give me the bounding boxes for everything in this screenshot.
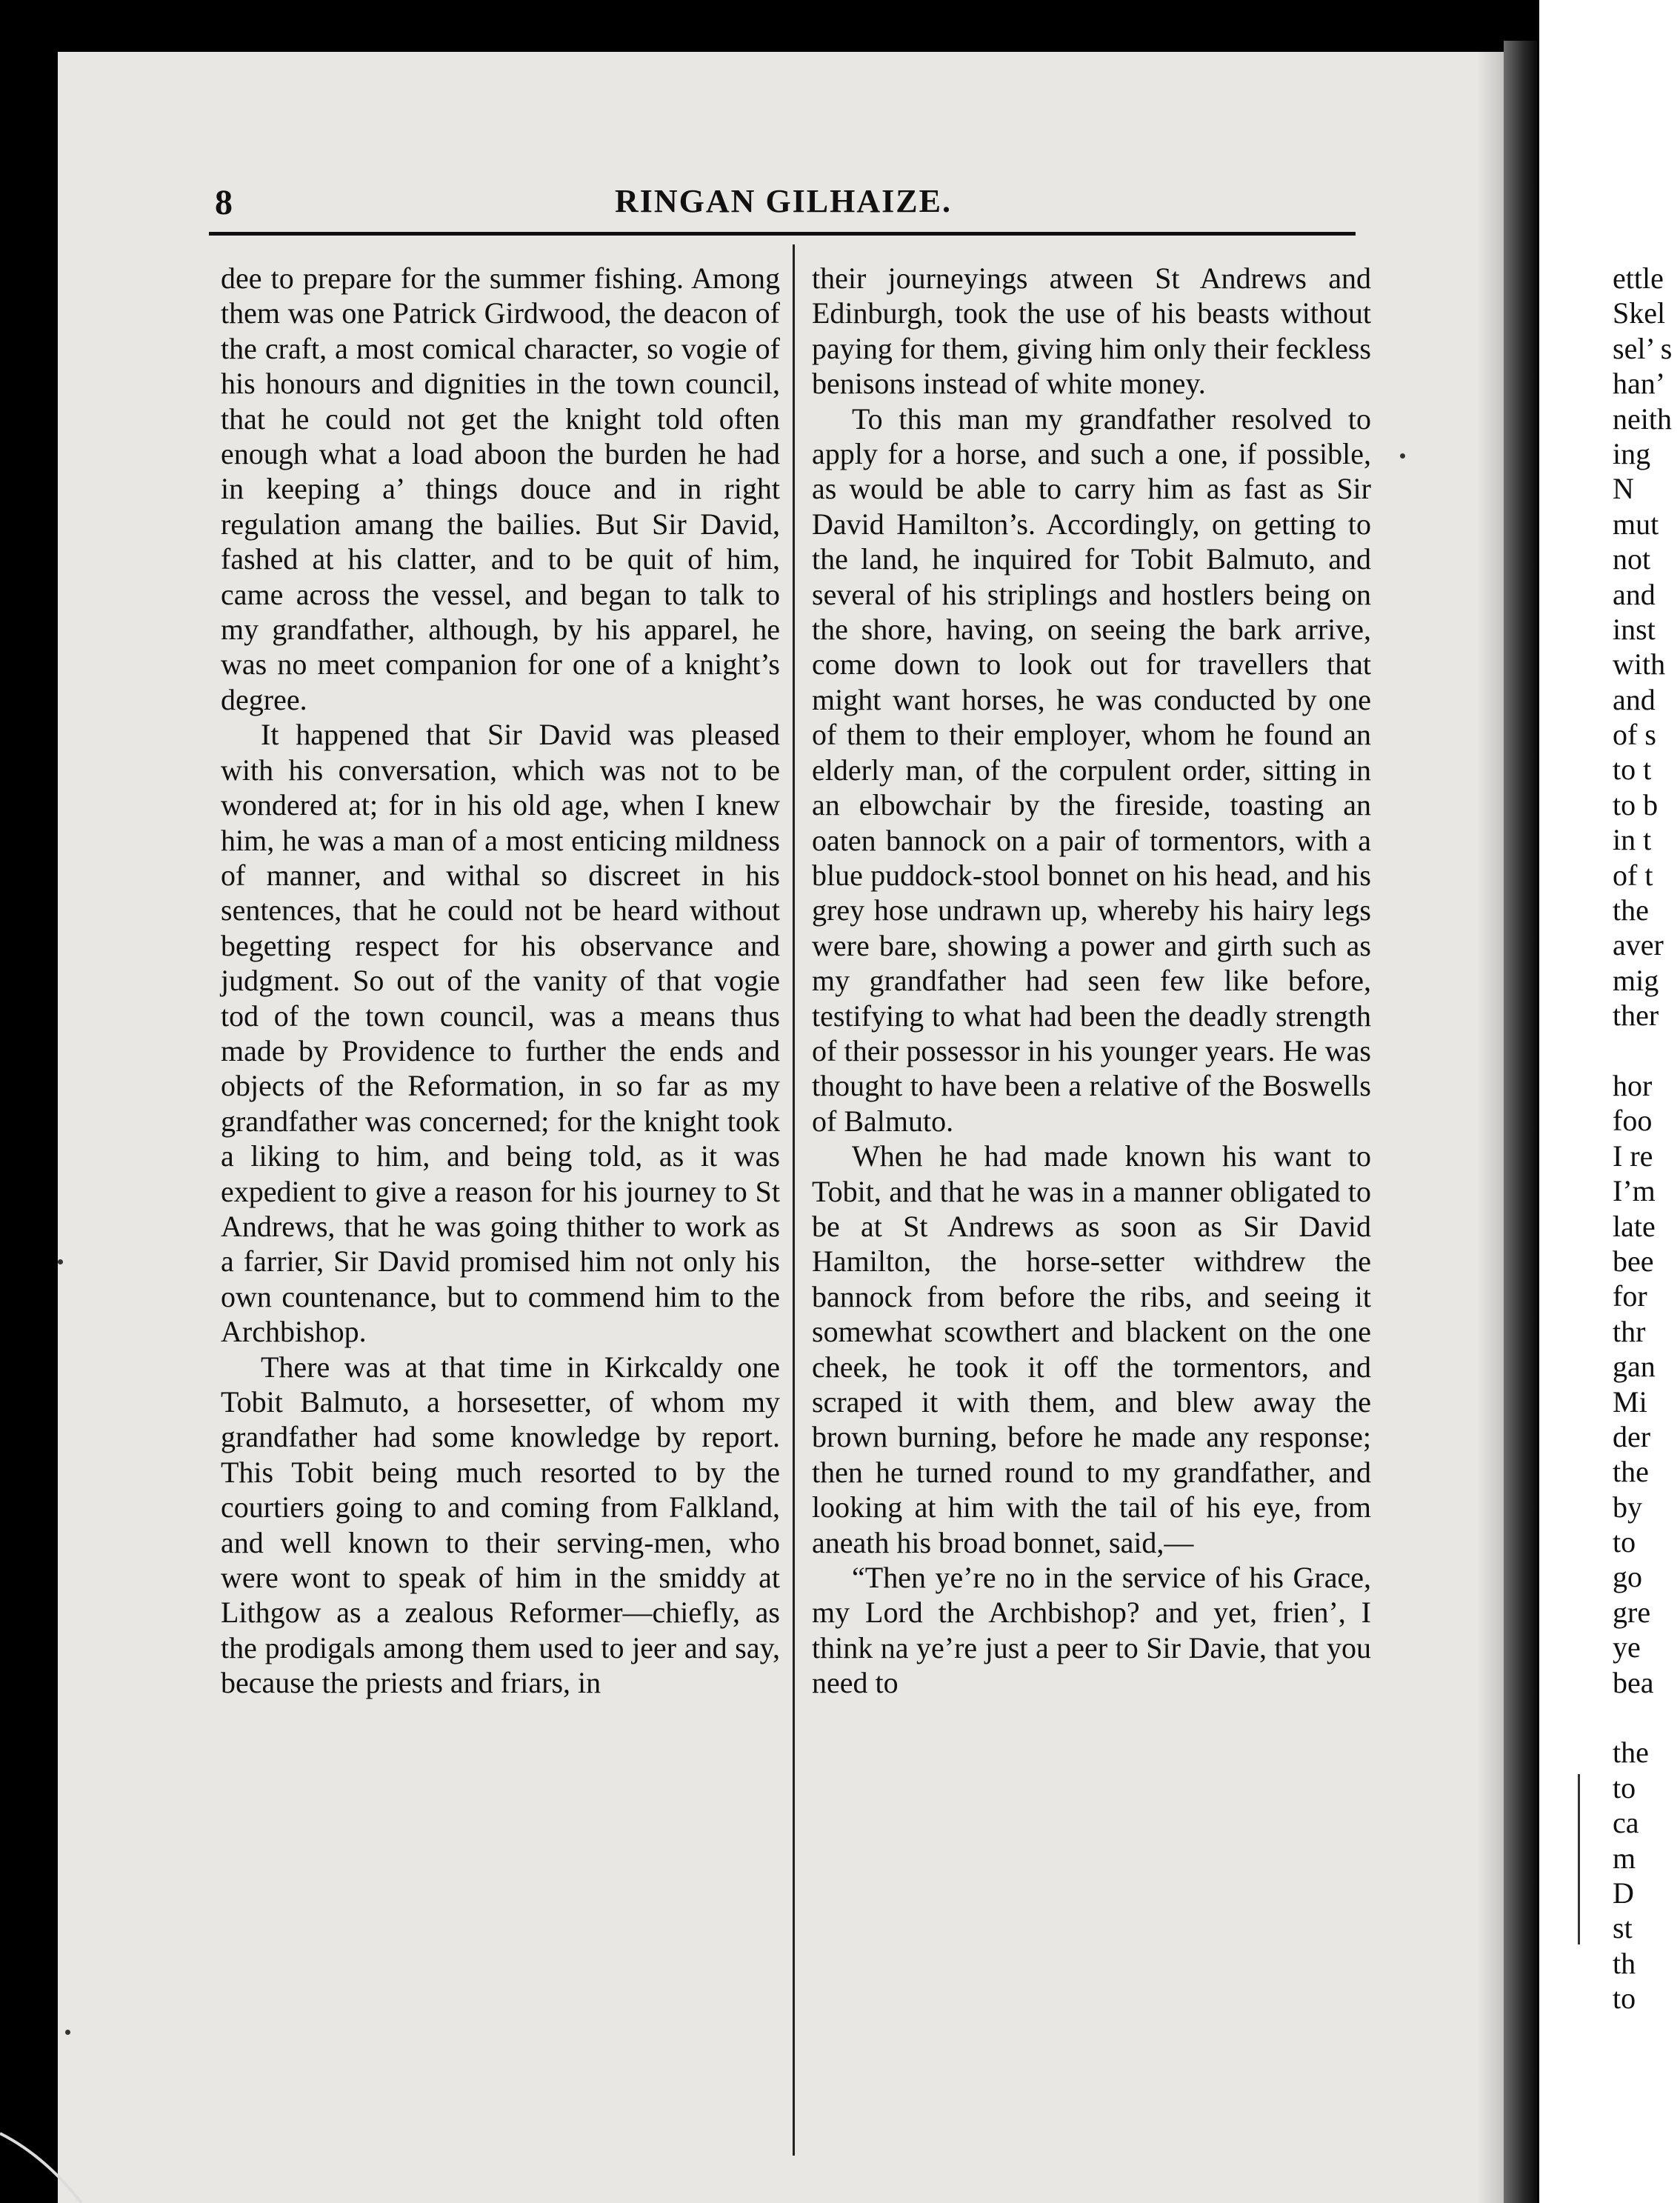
facing-page-line: N: [1613, 472, 1634, 506]
facing-page-line: the: [1613, 1455, 1649, 1489]
facing-page-line: to: [1613, 1770, 1636, 1804]
paragraph: their journeyings atween St Andrews and Edinburgh, took the use of his beasts without paying for them, giving him only their feckless benisons instead of white money.: [812, 261, 1371, 401]
facing-page-text: [1613, 261, 1672, 2016]
paragraph: There was at that time in Kirkcaldy one Tobit Balmuto, a horsesetter, of whom my grandfather had some knowledge by report. This Tobit being much resorted to by the courtiers going to and coming from Falkland, and well known to their serving-men, who were wont to speak of him in the smiddy at Lithgow as a zealous Reformer—chiefly, as the prodigals among them used to jeer and say, because the priests and friars, in: [221, 1350, 780, 1700]
facing-page-line: Skel: [1613, 296, 1666, 330]
facing-page-line: to: [1613, 1982, 1636, 2016]
page-corner-curl: [0, 2104, 148, 2203]
facing-page-line: go: [1613, 1560, 1642, 1594]
facing-page-line: I’m: [1613, 1174, 1656, 1208]
facing-page-line: to b: [1613, 787, 1659, 821]
facing-page-line: gan: [1613, 1350, 1656, 1384]
ink-speck: [65, 2030, 70, 2035]
left-text-column: [221, 261, 780, 1701]
facing-page-line: ca: [1613, 1806, 1639, 1840]
facing-page-line: neith: [1613, 401, 1672, 436]
facing-page-line: of t: [1613, 858, 1653, 892]
facing-page-line: not: [1613, 542, 1651, 576]
facing-page-line: inst: [1613, 612, 1656, 646]
facing-page-line: to t: [1613, 753, 1652, 787]
facing-page-line: Mi: [1613, 1384, 1647, 1419]
right-text-column: [812, 261, 1371, 1701]
facing-page-line: mut: [1613, 507, 1659, 541]
facing-page-line: late: [1613, 1209, 1656, 1243]
page-header: [215, 182, 1356, 227]
facing-page-line: sel’ s: [1613, 331, 1673, 365]
facing-page-line: of s: [1613, 718, 1656, 752]
facing-page-mark: [1578, 1774, 1580, 1944]
book-gutter: [1504, 41, 1537, 2203]
facing-page-line: aver: [1613, 928, 1664, 962]
facing-page-line: by: [1613, 1490, 1642, 1524]
facing-page-line: ettle: [1613, 261, 1664, 295]
column-divider: [793, 244, 795, 2156]
facing-page-line: gre: [1613, 1595, 1651, 1629]
facing-page-line: [1613, 1700, 1672, 1735]
facing-page-line: bee: [1613, 1244, 1654, 1278]
facing-page-edge: [1539, 0, 1680, 2203]
facing-page-line: st: [1613, 1911, 1633, 1945]
facing-page-line: der: [1613, 1419, 1651, 1453]
paragraph: dee to prepare for the summer fishing. Among them was one Patrick Girdwood, the deacon of the craft, a most comical character, so vogie of his honours and dignities in the town council, that he could not get the knight told often enough what a load aboon the burden he had in keeping a’ things douce and in right regulation amang the bailies. But Sir David, fashed at his clatter, and to be quit of him, came across the vessel, and began to talk to my grandfather, although, by his apparel, he was no meet companion for one of a knight’s degree.: [221, 261, 780, 716]
ink-speck: [58, 1259, 63, 1264]
facing-page-line: for: [1613, 1279, 1647, 1313]
facing-page-line: thr: [1613, 1314, 1646, 1348]
facing-page-line: foo: [1613, 1104, 1653, 1138]
page-number: 8: [215, 183, 233, 222]
facing-page-line: in t: [1613, 823, 1652, 857]
facing-page-line: th: [1613, 1946, 1636, 1980]
header-rule: [209, 232, 1356, 236]
ink-speck: [1400, 453, 1405, 459]
facing-page-line: bea: [1613, 1665, 1654, 1699]
facing-page-line: mig: [1613, 963, 1659, 997]
facing-page-line: I re: [1613, 1139, 1653, 1173]
running-title: RINGAN GILHAIZE.: [615, 183, 952, 219]
paragraph: It happened that Sir David was pleased with his conversation, which was not to be wondered at; for in his old age, when I knew him, he was a man of a most enticing mildness of manner, and withal so discreet in his sentences, that he could not be heard without begetting respect for his observance and judgment. So out of the vanity of that vogie tod of the town council, was a means thus made by Providence to further the ends and objects of the Reformation, in so far as my grandfather was concerned; for the knight took a liking to him, and being told, as it was expedient to give a reason for his journey to St Andrews, that he was going thither to work as a farrier, Sir David promised him not only his own countenance, but to commend him to the Archbishop.: [221, 718, 780, 1349]
facing-page-line: with: [1613, 647, 1666, 681]
facing-page-line: [1613, 1033, 1672, 1068]
facing-page-line: the: [1613, 893, 1649, 927]
facing-page-line: and: [1613, 577, 1656, 611]
facing-page-line: ther: [1613, 999, 1659, 1033]
facing-page-line: m: [1613, 1841, 1636, 1875]
facing-page-line: ye: [1613, 1630, 1641, 1664]
paragraph: To this man my grandfather resolved to apply for a horse, and such a one, if possible, as would be able to carry him as fast as Sir David Hamilton’s. Accordingly, on getting to the land, he inquired for Tobit Balmuto, and several of his striplings and hostlers being on the shore, having, on seeing the bark arrive, come down to look out for travellers that might want horses, he was conducted by one of them to their employer, whom he found an elderly man, of the corpulent order, sitting in an elbowchair by the fireside, toasting an oaten bannock on a pair of tormentors, with a blue puddock-stool bonnet on his head, and his grey hose undrawn up, whereby his hairy legs were bare, showing a power and girth such as my grandfather had seen few like before, testifying to what had been the deadly strength of their possessor in his younger years. He was thought to have been a relative of the Boswells of Balmuto.: [812, 401, 1371, 1138]
facing-page-line: ing: [1613, 436, 1651, 470]
facing-page-line: and: [1613, 682, 1656, 716]
paragraph: When he had made known his want to Tobit, and that he was in a manner obligated to be at St Andrews as soon as Sir David Hamilton, the horse-setter withdrew the bannock from before the ribs, and seeing it somewhat scowthert and blackent on the one cheek, he took it off the tormentors, and scraped it with them, and blew away the brown burning, before he made any response; then he turned round to my grandfather, and looking at him with the tail of his eye, from aneath his broad bonnet, said,—: [812, 1139, 1371, 1559]
facing-page-line: to: [1613, 1525, 1636, 1559]
paragraph: “Then ye’re no in the service of his Grace, my Lord the Archbishop? and yet, frien’, I think na ye’re just a peer to Sir Davie, that you need to: [812, 1561, 1371, 1700]
facing-page-line: hor: [1613, 1068, 1653, 1102]
facing-page-line: D: [1613, 1876, 1634, 1910]
facing-page-line: the: [1613, 1736, 1649, 1770]
facing-page-line: han’: [1613, 367, 1666, 401]
